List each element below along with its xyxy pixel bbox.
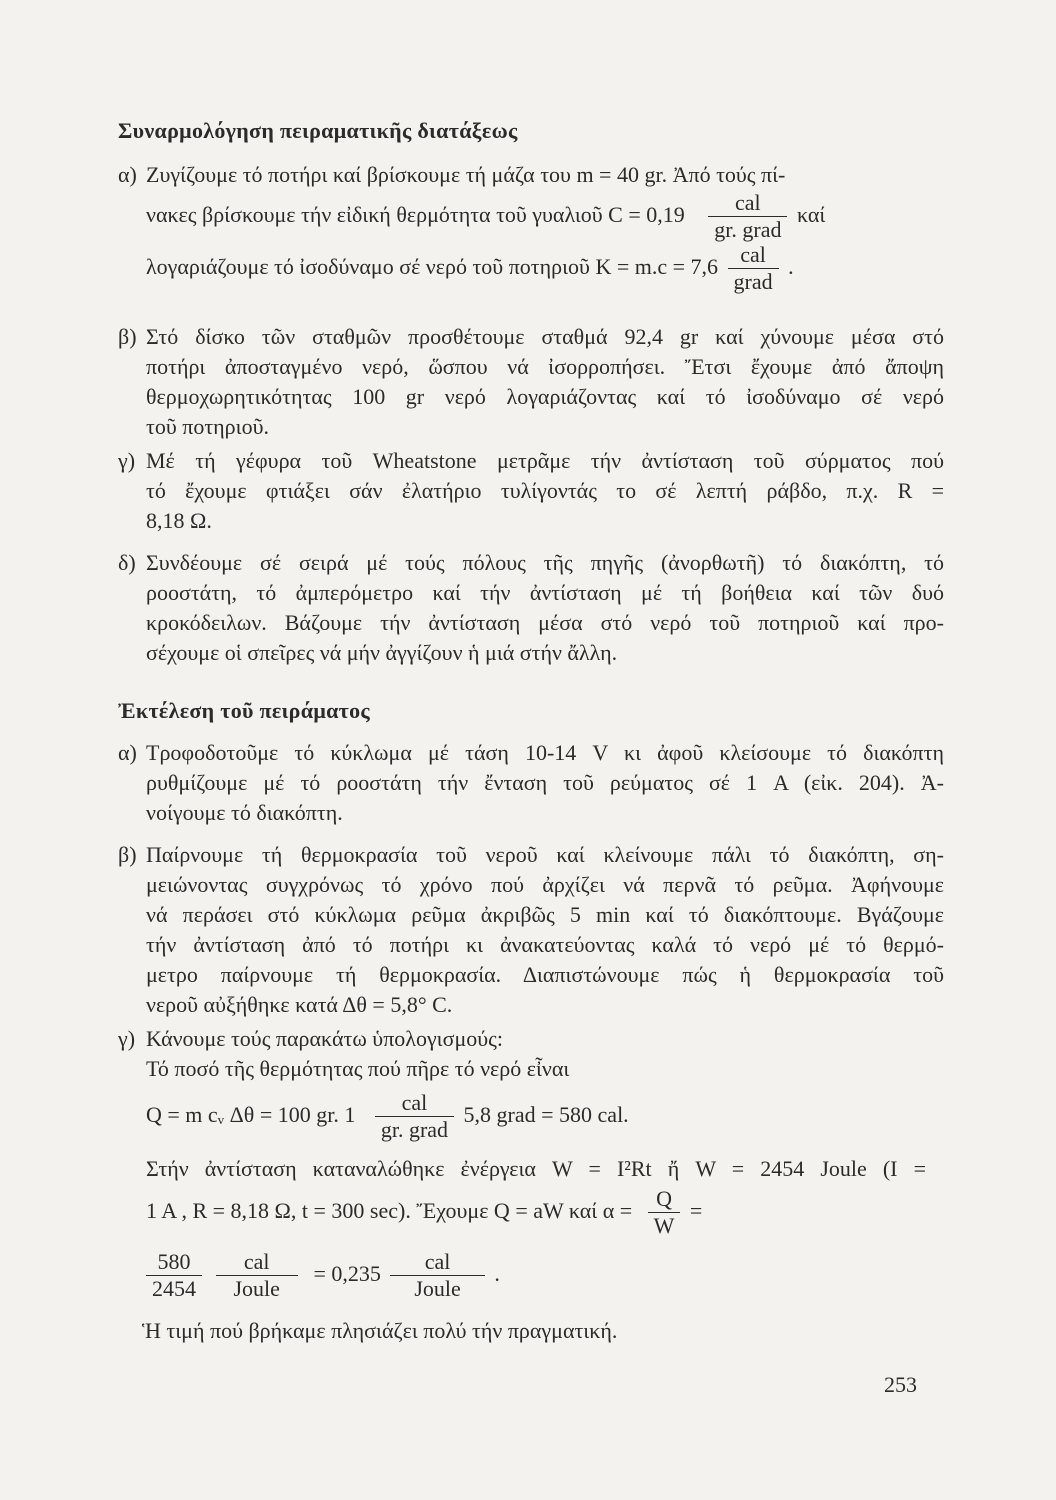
- equation-segment: 5,8 grad = 580 cal.: [463, 1102, 629, 1127]
- text-line: τό ἔχουμε φτιάξει σάν ἐλατήριο τυλίγοντάς το σέ λεπτή ράβδο, π.χ. R =: [146, 478, 944, 503]
- fraction-numerator: cal: [728, 242, 779, 269]
- equation-segment: 1 A , R = 8,18 Ω, t = 300 sec). Ἔχουμε Q = aW καί α =: [146, 1198, 633, 1223]
- equation-segment: Q = m cᵥ Δθ = 100 gr. 1: [146, 1102, 356, 1127]
- equation-segment: =: [689, 1198, 703, 1223]
- fraction-denominator: Joule: [233, 1276, 280, 1302]
- value-fraction: [146, 1249, 202, 1302]
- text-line: Ἡ τιμή πού βρήκαμε πλησιάζει πολύ τήν πραγματική.: [142, 1318, 618, 1343]
- equation-line: [146, 1186, 946, 1239]
- text-segment: νακες βρίσκουμε τήν εἰδική θερμότητα τοῦ γυαλιοῦ C = 0,19: [146, 202, 685, 227]
- text-line: νά περάσει στό κύκλωμα ρεῦμα ἀκριβῶς 5 min καί τό διακόπτουμε. Βγάζουμε: [146, 902, 944, 927]
- text-line: θερμοχωρητικότητας 100 gr νερό λογαριάζοντας καί τό ἰσοδύναμο σέ νερό: [146, 384, 944, 409]
- ratio-result-equation: [142, 1244, 922, 1304]
- section-heading-assembly: Συναρμολόγηση πειραματικῆς διατάξεως: [118, 118, 518, 143]
- text-line: νεροῦ αὐξήθηκε κατά Δθ = 5,8° C.: [146, 992, 453, 1017]
- text-segment: καί: [796, 202, 826, 227]
- text-line: Μέ τή γέφυρα τοῦ Wheatstone μετρᾶμε τήν ἀντίσταση τοῦ σύρματος πού: [146, 448, 944, 473]
- unit-fraction: [728, 242, 779, 295]
- text-line: κροκόδειλων. Βάζουμε τήν ἀντίσταση μέσα στό νερό τοῦ ποτηριοῦ καί προ-: [146, 610, 944, 635]
- equation-segment: = 0,235: [313, 1261, 381, 1286]
- text-line: ροοστάτη, τό ἀμπερόμετρο καί τήν ἀντίσταση μέ τή βοήθεια καί τῶν δυό: [146, 580, 944, 605]
- energy-line: [146, 1154, 926, 1184]
- text-line: Συνδέουμε σέ σειρά μέ τούς πόλους τῆς πηγῆς (ἀνορθωτῆ) τό διακόπτη, τό: [146, 550, 944, 575]
- conclusion-line: [142, 1316, 922, 1346]
- unit-fraction: [390, 1249, 484, 1302]
- execution-item-b: [118, 840, 944, 1020]
- item-label: γ): [118, 1026, 136, 1051]
- execution-item-a: [118, 738, 944, 828]
- fraction-numerator: cal: [708, 190, 787, 217]
- text-segment: .: [788, 254, 794, 279]
- assembly-item-b: [118, 322, 944, 442]
- fraction-denominator: gr. grad: [714, 217, 782, 243]
- fraction-denominator: Joule: [414, 1276, 461, 1302]
- fraction-numerator: 580: [146, 1249, 202, 1276]
- text-line-with-fraction: [146, 238, 944, 296]
- equation-segment: .: [494, 1261, 500, 1286]
- item-label: γ): [118, 448, 136, 473]
- fraction-denominator: 2454: [152, 1276, 196, 1302]
- text-line: Στό δίσκο τῶν σταθμῶν προσθέτουμε σταθμά 92,4 gr καί χύνουμε μέσα στό: [146, 324, 944, 349]
- text-line: τήν ἀντίσταση ἀπό τό ποτήρι κι ἀνακατεύοντας καλά τό νερό μέ τό θερμό-: [146, 932, 944, 957]
- text-line: Ζυγίζουμε τό ποτήρι καί βρίσκουμε τή μάζα του m = 40 gr. Ἀπό τούς πί-: [146, 162, 786, 187]
- text-line: 8,18 Ω.: [146, 508, 212, 533]
- text-line: μετρο παίρνουμε τή θερμοκρασία. Διαπιστώνουμε πώς ἡ θερμοκρασία τοῦ: [146, 962, 944, 987]
- item-label: β): [118, 324, 137, 349]
- text-line: Τροφοδοτοῦμε τό κύκλωμα μέ τάση 10-14 V κι ἀφοῦ κλείσουμε τό διακόπτη: [146, 740, 944, 765]
- section-heading-execution: Ἐκτέλεση τοῦ πειράματος: [118, 698, 371, 723]
- text-line: Τό ποσό τῆς θερμότητας πού πῆρε τό νερό εἶναι: [146, 1056, 570, 1081]
- assembly-item-c: [118, 446, 944, 536]
- unit-fraction: [216, 1249, 298, 1302]
- unit-fraction: [375, 1090, 454, 1143]
- text-line-with-fraction: [146, 186, 944, 244]
- text-line: ποτήρι ἀποσταγμένο νερό, ὥσπου νά ἰσορροπήσει. Ἔτσι ἔχουμε ἀπό ἄποψη: [146, 354, 944, 379]
- fraction-numerator: cal: [375, 1090, 454, 1117]
- equation-line: [146, 1086, 926, 1144]
- text-line: Στήν ἀντίσταση καταναλώθηκε ἐνέργεια W = I²Rt ἤ W = 2454 Joule (I =: [146, 1156, 926, 1181]
- equation-heat: [146, 1086, 926, 1144]
- text-line: νοίγουμε τό διακόπτη.: [146, 800, 343, 825]
- fraction-numerator: Q: [648, 1186, 681, 1213]
- text-line: Παίρνουμε τή θερμοκρασία τοῦ νεροῦ καί κλείνουμε πάλι τό διακόπτη, ση-: [146, 842, 944, 867]
- text-line: μειώνοντας συγχρόνως τό χρόνο πού ἀρχίζει νά περνᾶ τό ρεῦμα. Ἀφήνουμε: [146, 872, 944, 897]
- item-label: β): [118, 842, 137, 867]
- text-line: τοῦ ποτηριοῦ.: [146, 414, 269, 439]
- text-line: Κάνουμε τούς παρακάτω ὑπολογισμούς:: [146, 1026, 503, 1051]
- item-label: α): [118, 162, 137, 187]
- execution-item-c: [118, 1024, 944, 1084]
- text-line: ρυθμίζουμε μέ τό ροοστάτη τήν ἔνταση τοῦ ρεύματος σέ 1 A (εἰκ. 204). Ἀ-: [146, 770, 944, 795]
- unit-fraction: [708, 190, 787, 243]
- item-label: δ): [118, 550, 136, 575]
- ratio-line: [146, 1186, 946, 1239]
- fraction-numerator: cal: [216, 1249, 298, 1276]
- assembly-item-d: [118, 548, 944, 668]
- fraction-numerator: cal: [390, 1249, 484, 1276]
- fraction-denominator: W: [653, 1213, 675, 1239]
- text-line: σέχουμε οἱ σπεῖρες νά μήν ἀγγίζουν ἡ μιά στήν ἄλλη.: [146, 640, 618, 665]
- text-segment: λογαριάζουμε τό ἰσοδύναμο σέ νερό τοῦ ποτηριοῦ K = m.c = 7,6: [146, 254, 719, 279]
- assembly-item-a: [118, 160, 944, 296]
- item-label: α): [118, 740, 137, 765]
- page-number: 253: [884, 1372, 917, 1397]
- ratio-fraction: [648, 1186, 681, 1239]
- fraction-denominator: grad: [733, 269, 773, 295]
- fraction-denominator: gr. grad: [380, 1117, 449, 1143]
- equation-line: [142, 1244, 922, 1304]
